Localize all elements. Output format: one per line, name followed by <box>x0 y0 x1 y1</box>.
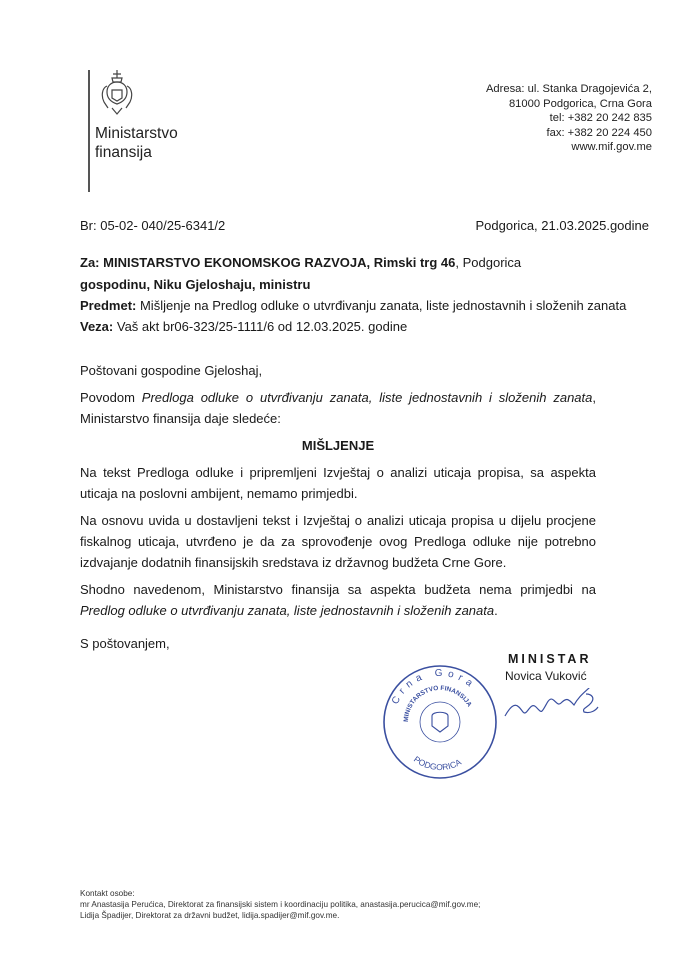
stamp-bottom-text: PODGORICA <box>412 753 463 773</box>
closing: S poštovanjem, <box>80 636 170 651</box>
reference-text: Vaš akt br06-323/25-1111/6 od 12.03.2025. godine <box>113 319 408 334</box>
signatory-title: MINISTAR <box>508 652 592 666</box>
reference-label: Veza: <box>80 319 114 334</box>
ministry-name-line1: Ministarstvo <box>95 125 178 142</box>
conclusion-end: . <box>494 603 498 618</box>
phone: tel: +382 20 242 835 <box>549 112 652 125</box>
salutation: Poštovani gospodine Gjeloshaj, <box>80 363 263 378</box>
reference-number: Br: 05-02- 040/25-6341/2 <box>80 218 226 233</box>
recipient-person <box>80 277 310 292</box>
signatory-name: Novica Vuković <box>505 669 587 683</box>
conclusion-text: Shodno navedenom, Ministarstvo finansija sa aspekta budžeta nema primjedbi na <box>80 582 596 597</box>
reference-line <box>80 319 407 334</box>
intro-title: Predloga odluke o utvrđivanju zanata, liste jednostavnih i složenih zanata <box>141 390 593 405</box>
contact-person: mr Anastasija Perućica, Direktorat za finansijski sistem i koordinaciju politika, anastasija.perucica@mif.gov.me; <box>80 900 481 909</box>
svg-text:PODGORICA <box>412 754 463 772</box>
subject-text: Mišljenje na Predlog odluke o utvrđivanju zanata, liste jednostavnih i složenih zanata <box>136 298 627 313</box>
intro-paragraph <box>80 387 596 429</box>
recipient-greeting: gospodinu <box>80 277 147 292</box>
body-paragraph: Na osnovu uvida u dostavljeni tekst i Izvještaj o analizi uticaja propisa u dijelu procjene fiskalnog uticaja, utvrđeno je da za sprovođenje ovog Predloga odluke nije potrebno izdvajanje dodatnih finansijskih sredstava iz državnog budžeta Crne Gore. <box>80 513 596 570</box>
svg-text:MINISTARSTVO FINANSIJA <box>403 685 473 722</box>
intro-text: Povodom <box>80 390 142 405</box>
letterhead-rule <box>88 70 90 192</box>
contact-footer <box>80 888 480 921</box>
conclusion-paragraph <box>80 579 596 621</box>
address-line: Adresa: ul. Stanka Dragojevića 2, <box>485 83 652 95</box>
footer-label: Kontakt osobe: <box>80 889 135 898</box>
place-date: Podgorica, 21.03.2025.godine <box>475 218 649 233</box>
address-line: 81000 Podgorica, Crna Gora <box>508 97 652 110</box>
signature <box>500 688 610 724</box>
recipient-line <box>80 255 521 270</box>
recipient-city: , Podgorica <box>455 255 522 270</box>
coat-of-arms-logo <box>100 68 134 116</box>
ministry-name <box>95 124 178 162</box>
recipient-name: , Niku Gjeloshaju, ministru <box>146 277 311 292</box>
intro-text-end: , Ministarstvo finansija daje sledeće: <box>80 390 596 426</box>
fax: fax: +382 20 224 450 <box>546 126 652 139</box>
opinion-heading: MIŠLJENJE <box>301 438 375 453</box>
body-paragraph: Na tekst Predloga odluke i pripremljeni Izvještaj o analizi uticaja propisa, sa aspekta uticaja na poslovni ambijent, nemamo primjedbi. <box>80 465 596 501</box>
conclusion-title: Predlog odluke o utvrđivanju zanata, liste jednostavnih i složenih zanata <box>80 603 495 618</box>
website: www.mif.gov.me <box>571 141 652 154</box>
ministry-name-line2: finansija <box>95 144 152 161</box>
stamp-top-text: Crna Gora <box>389 667 479 707</box>
subject-label: Predmet: <box>80 298 137 313</box>
address-block <box>486 82 652 155</box>
subject-line <box>80 298 626 313</box>
stamp-ring-text: MINISTARSTVO FINANSIJA <box>402 684 473 723</box>
recipient-org: MINISTARSTVO EKONOMSKOG RAZVOJA, Rimski trg 46 <box>103 255 456 270</box>
letter-body <box>80 360 596 660</box>
official-stamp <box>380 662 500 782</box>
za-label: Za: <box>80 255 100 270</box>
contact-person: Lidija Špadijer, Direktorat za državni budžet, lidija.spadijer@mif.gov.me. <box>80 911 340 920</box>
